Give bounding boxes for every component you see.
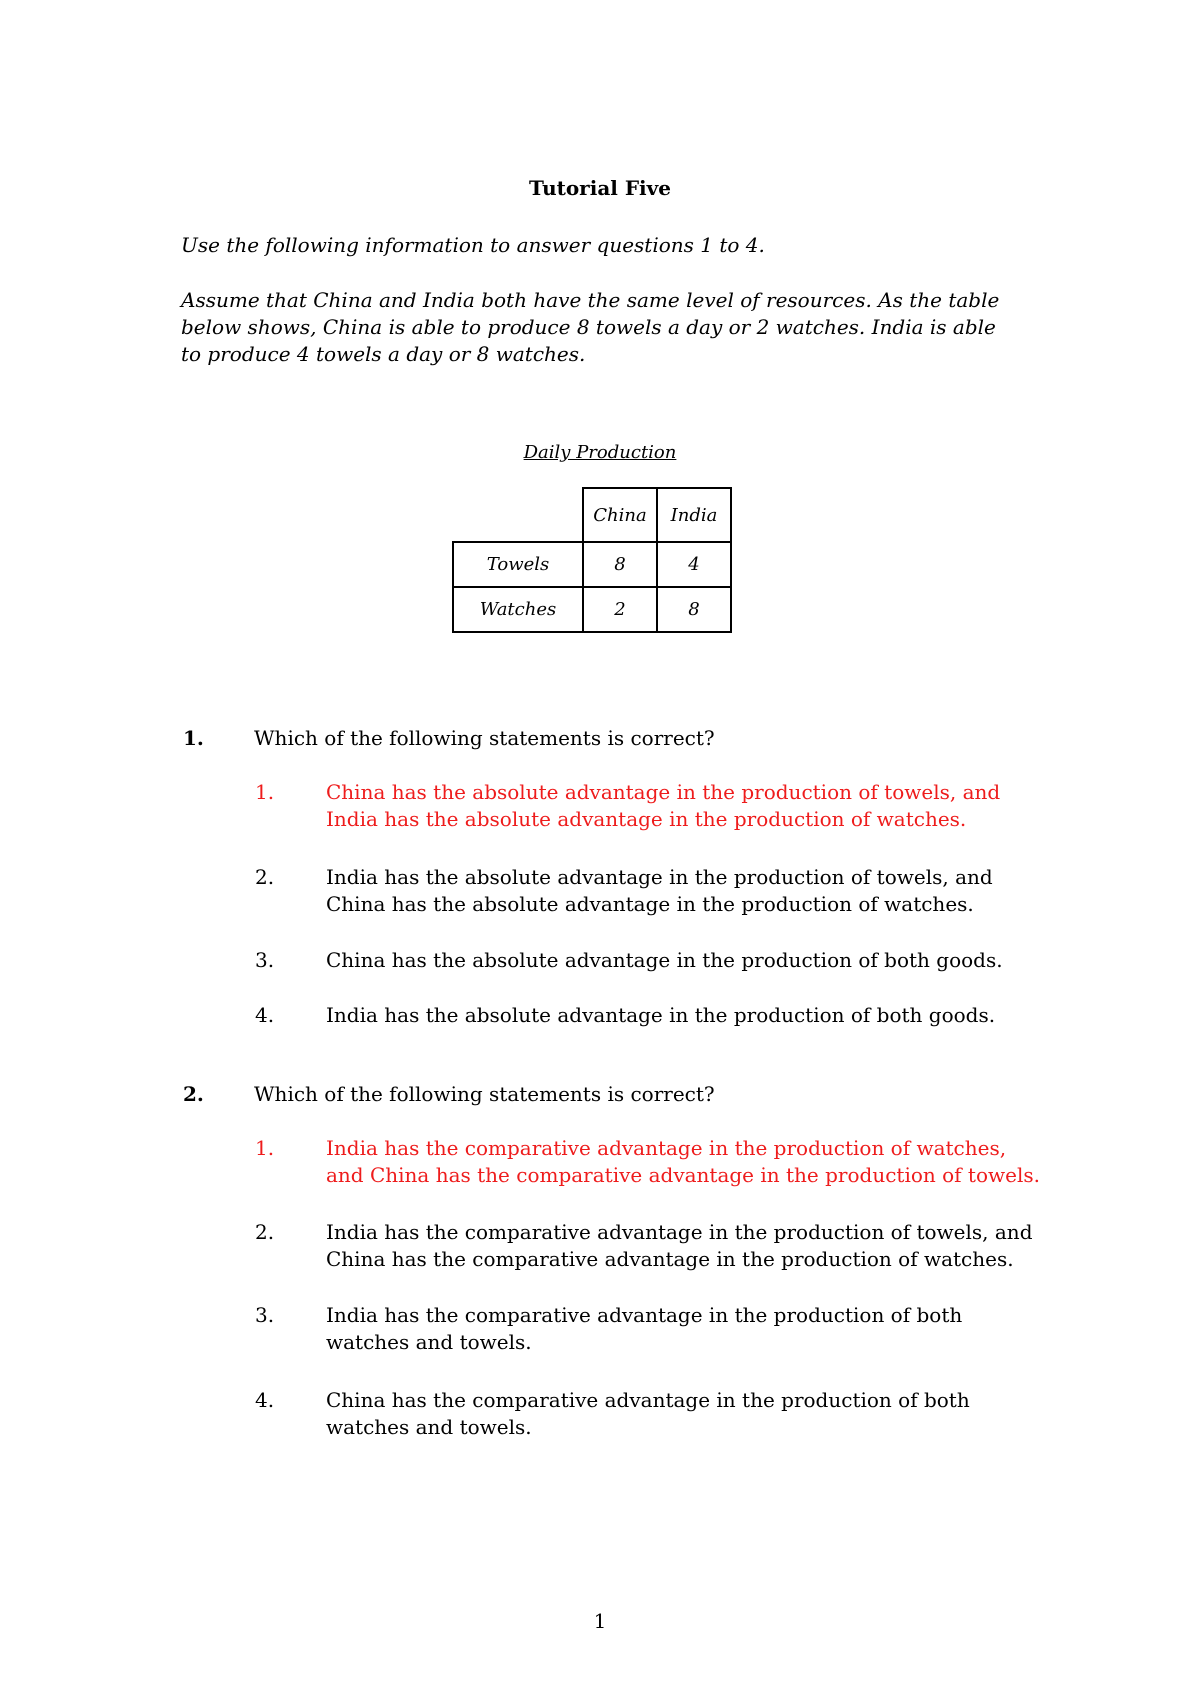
- table-cell: 4: [657, 542, 731, 587]
- table-corner-cell: [453, 488, 583, 542]
- option-number: 3.: [255, 948, 275, 972]
- option-number: 2.: [255, 865, 275, 889]
- table-cell: 8: [657, 587, 731, 632]
- table-row: [453, 587, 731, 632]
- option-number: 1.: [255, 1136, 275, 1160]
- option-text: India has the absolute advantage in the production of towels, and China has the absolute advantage in the production of watches.: [326, 865, 993, 916]
- table-header-india: India: [657, 488, 731, 542]
- table-row-label: Watches: [453, 587, 583, 632]
- question-text: Which of the following statements is correct?: [254, 1082, 715, 1106]
- option-text: China has the comparative advantage in the production of both watches and towels.: [326, 1388, 970, 1439]
- table-cell: 2: [583, 587, 657, 632]
- option-text: India has the comparative advantage in the production of both watches and towels.: [326, 1303, 963, 1354]
- option-number: 3.: [255, 1303, 275, 1327]
- production-table: [452, 487, 732, 633]
- option-text: India has the comparative advantage in the production of towels, and China has the comparative advantage in the production of watches.: [326, 1220, 1033, 1271]
- question-text: Which of the following statements is correct?: [254, 726, 715, 750]
- page-title: Tutorial Five: [529, 176, 671, 200]
- table-header-row: [453, 488, 731, 542]
- intro-paragraph: Assume that China and India both have the same level of resources. As the table below shows, China is able to produce 8 towels a day or 2 watches. India is able to produce 4 towels a day or 8 watches.: [181, 288, 1000, 366]
- table-row: [453, 542, 731, 587]
- table-caption: Daily Production: [523, 442, 677, 463]
- table-header-china: China: [583, 488, 657, 542]
- question-number: 1.: [183, 726, 204, 750]
- option-number: 1.: [255, 780, 275, 804]
- option-text: India has the comparative advantage in the production of watches, and China has the comparative advantage in the production of towels.: [326, 1136, 1040, 1187]
- table-cell: 8: [583, 542, 657, 587]
- option-text: China has the absolute advantage in the production of towels, and India has the absolute advantage in the production of watches.: [326, 780, 1001, 831]
- option-number: 4.: [255, 1388, 275, 1412]
- question-number: 2.: [183, 1082, 204, 1106]
- option-number: 2.: [255, 1220, 275, 1244]
- option-text: India has the absolute advantage in the production of both goods.: [326, 1003, 996, 1027]
- option-text: China has the absolute advantage in the production of both goods.: [326, 948, 1003, 972]
- intro-instruction: Use the following information to answer questions 1 to 4.: [181, 233, 765, 257]
- page-number: 1: [593, 1609, 607, 1633]
- option-number: 4.: [255, 1003, 275, 1027]
- table-row-label: Towels: [453, 542, 583, 587]
